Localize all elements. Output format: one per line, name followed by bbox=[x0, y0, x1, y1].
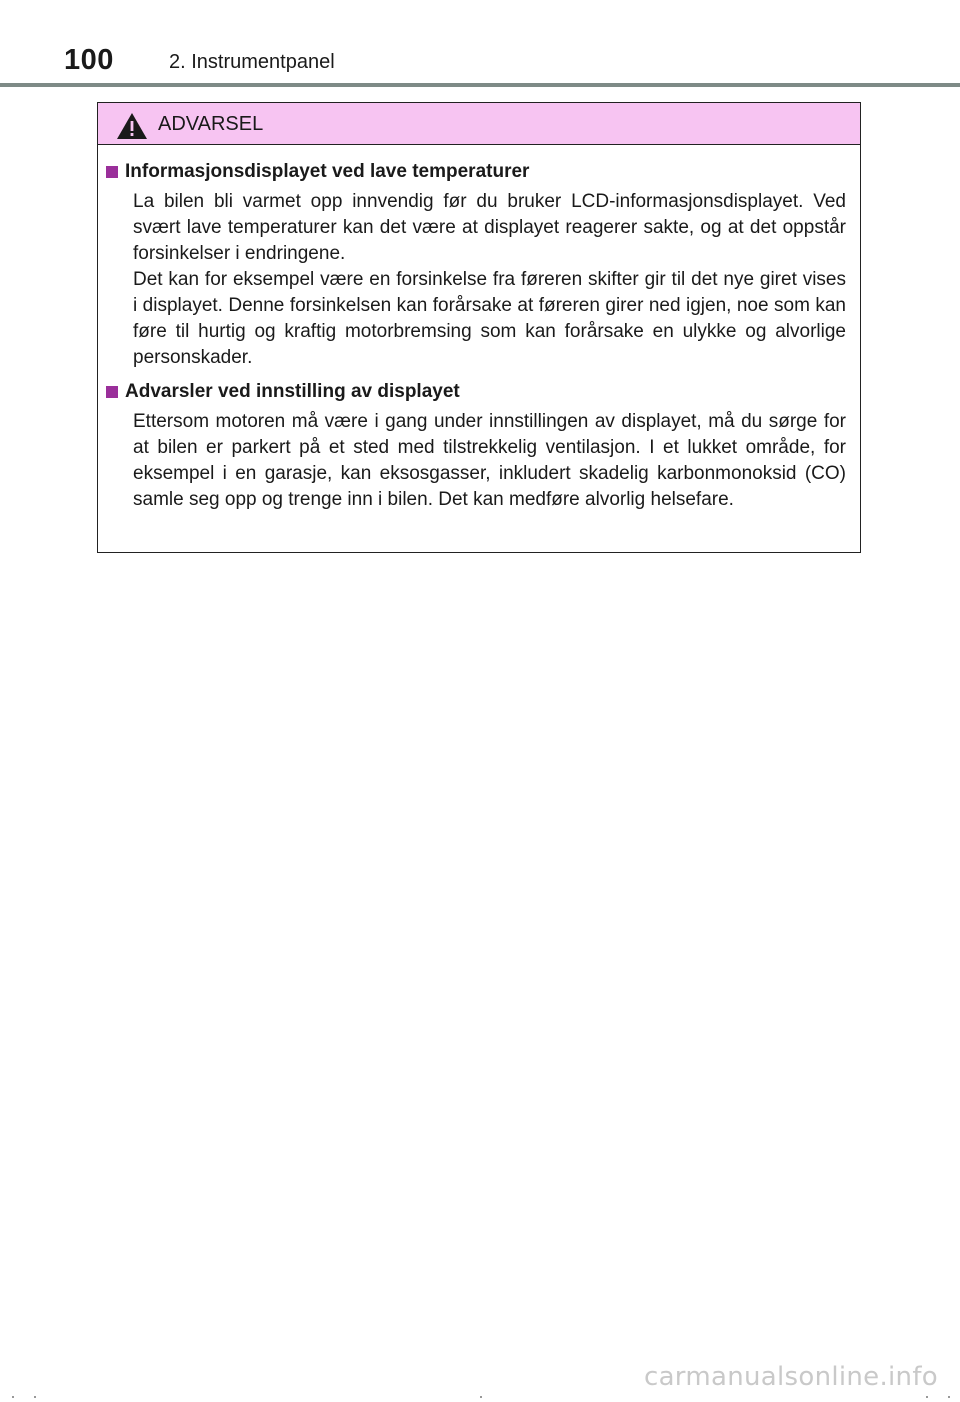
paragraph: Det kan for eksempel være en forsinkelse fra føreren skifter gir til det nye giret vises i displayet. Denne forsinkelsen kan forårsake at føreren girer ned igjen, noe som kan føre til hurtig og kraftig motorbremsing som kan forårsake en ulykke og alvorlige personskader. bbox=[133, 269, 846, 368]
section-heading-text: Advarsler ved innstilling av displayet bbox=[125, 381, 460, 402]
section-text bbox=[133, 189, 846, 371]
square-bullet-icon bbox=[106, 386, 118, 398]
section-heading bbox=[106, 159, 846, 185]
warning-label: ADVARSEL bbox=[158, 113, 264, 135]
watermark: carmanualsonline.info bbox=[643, 1362, 938, 1392]
warning-triangle-icon bbox=[116, 112, 148, 140]
warning-section bbox=[106, 379, 846, 513]
section-heading bbox=[106, 379, 846, 405]
section-text bbox=[133, 409, 846, 513]
paragraph: Ettersom motoren må være i gang under innstillingen av displayet, må du sørge for at bilen er parkert på et sted med tilstrekkelig ventilasjon. I et lukket område, for eksempel i en garasje, kan eksosgasser, inkludert skadelig karbonmonoksid (CO) samle seg opp og trenge inn i bilen. Det kan medføre alvorlig helsefare. bbox=[133, 411, 846, 510]
section-heading-text: Informasjonsdisplayet ved lave temperaturer bbox=[125, 161, 530, 182]
paragraph: La bilen bli varmet opp innvendig før du bruker LCD-informasjonsdisplayet. Ved svært lave temperaturer kan det være at displayet reagerer sakte, og at det oppstår forsinkelser i endringene. bbox=[133, 191, 846, 264]
warning-section bbox=[106, 159, 846, 371]
square-bullet-icon bbox=[106, 166, 118, 178]
warning-header bbox=[98, 103, 860, 145]
page-header bbox=[0, 0, 960, 90]
warning-box bbox=[97, 102, 861, 553]
warning-body bbox=[98, 145, 860, 513]
chapter-title: 2. Instrumentpanel bbox=[169, 51, 335, 73]
crop-marks bbox=[0, 1396, 960, 1402]
page-number: 100 bbox=[64, 44, 114, 76]
header-rule bbox=[0, 83, 960, 87]
